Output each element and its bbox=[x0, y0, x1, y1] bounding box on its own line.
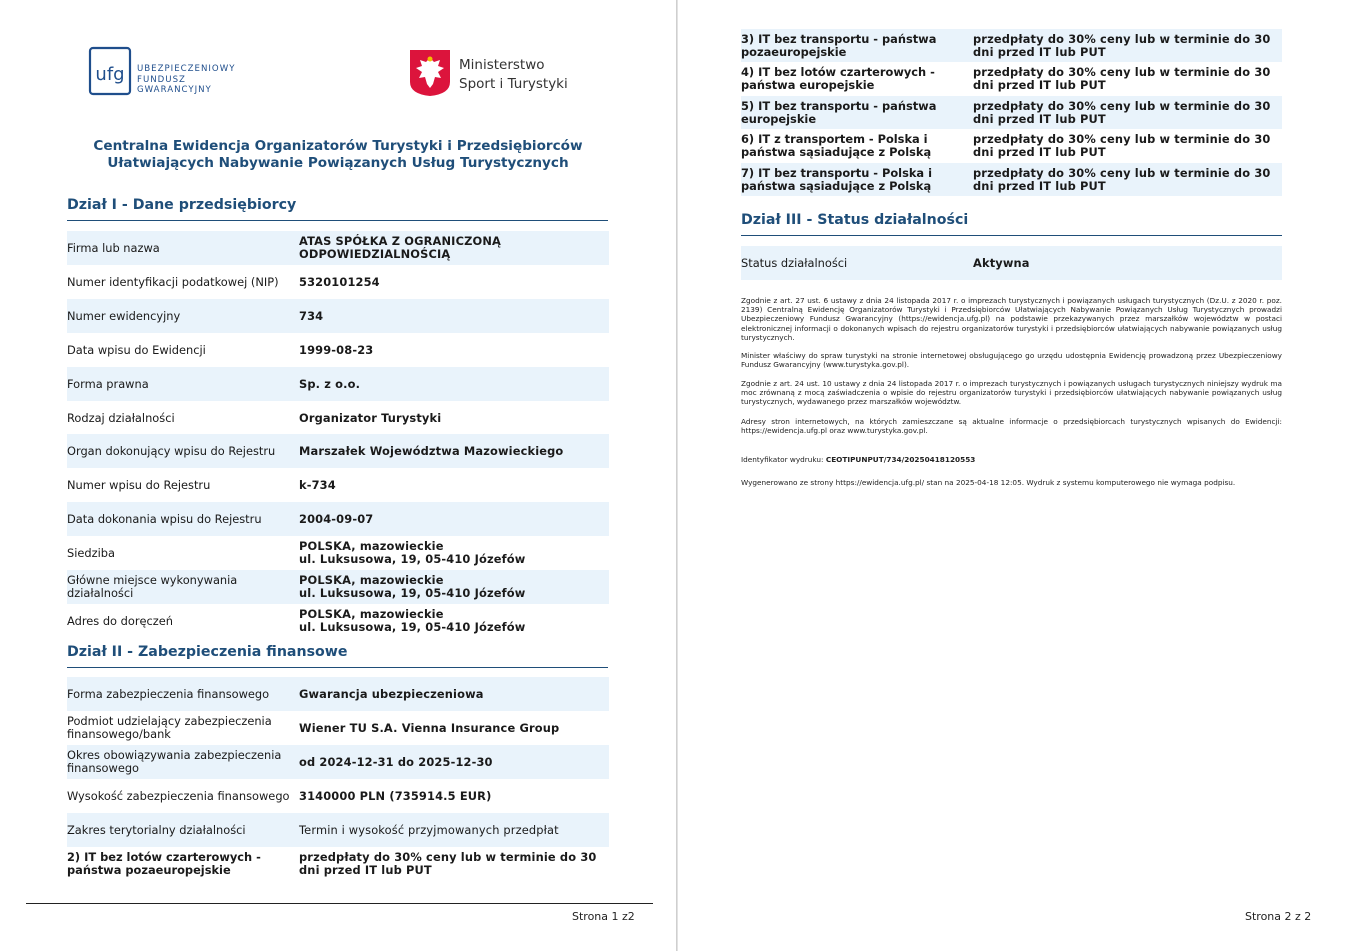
row-value: ATAS SPÓŁKA Z OGRANICZONĄ ODPOWIEDZIALNOŚCIĄ bbox=[299, 234, 501, 261]
page-number: Strona 2 z 2 bbox=[1245, 910, 1312, 923]
row-value: Wiener TU S.A. Vienna Insurance Group bbox=[299, 720, 560, 735]
table-row bbox=[67, 468, 609, 502]
svg-text:ufg: ufg bbox=[95, 64, 125, 85]
row-value: przedpłaty do 30% ceny lub w terminie do 30 dni przed IT lub PUT bbox=[973, 31, 1271, 59]
address-line-1: POLSKA, mazowieckie bbox=[299, 607, 444, 621]
row-label: Zakres terytorialny działalności bbox=[67, 822, 246, 837]
row-value bbox=[299, 608, 609, 634]
table-row bbox=[67, 434, 609, 468]
ufg-logo-text: UBEZPIECZENIOWY FUNDUSZ GWARANCYJNY bbox=[137, 64, 236, 96]
legal-paragraph-4: Adresy stron internetowych, na których zamieszczane są aktualne informacje o przedsiębiorcach turystycznych wpisanych do Ewidencji: https://ewidencja.ufg.pl oraz www.turystyka.gov.pl. bbox=[741, 417, 1282, 436]
section-1-heading: Dział I - Dane przedsiębiorcy bbox=[67, 197, 608, 221]
row-value: 5320101254 bbox=[299, 274, 380, 289]
document-title bbox=[70, 138, 606, 172]
print-identifier-value: CEOTIPUNPUT/734/20250418120553 bbox=[825, 455, 976, 464]
row-label: Data wpisu do Ewidencji bbox=[67, 342, 206, 357]
header-logos bbox=[88, 44, 588, 104]
table-row bbox=[741, 163, 1282, 196]
table-row bbox=[67, 847, 609, 881]
legal-paragraph-3: Zgodnie z art. 24 ust. 10 ustawy z dnia 24 listopada 2017 r. o imprezach turystycznych i powiązanych usługach turystycznych niniejszy wydruk ma moc zrównaną z mocą zaświadczenia o wpisie do rejestru organizatorów turystyki i przedsiębiorców ułatwiających nabywanie powiązanych usług turystycznych, wydawanego przez marszałków województw. bbox=[741, 379, 1282, 407]
table-row bbox=[67, 570, 609, 604]
row-label: Siedziba bbox=[67, 545, 115, 560]
row-value: 1999-08-23 bbox=[299, 342, 374, 357]
row-label: Data dokonania wpisu do Rejestru bbox=[67, 511, 262, 526]
row-value: przedpłaty do 30% ceny lub w terminie do 30 dni przed IT lub PUT bbox=[973, 132, 1271, 159]
table-row bbox=[741, 62, 1282, 96]
row-label: 4) IT bez lotów czarterowych - państwa europejskie bbox=[741, 65, 935, 92]
print-identifier-label: Identyfikator wydruku: bbox=[741, 455, 824, 464]
address-line-2: ul. Luksusowa, 19, 05-410 Józefów bbox=[299, 620, 526, 634]
ministry-logo bbox=[408, 48, 588, 100]
eagle-emblem-icon bbox=[408, 48, 452, 98]
ufg-logo bbox=[88, 46, 248, 98]
row-value: 3140000 PLN (735914.5 EUR) bbox=[299, 788, 492, 803]
row-value bbox=[299, 574, 609, 600]
table-row bbox=[67, 265, 609, 299]
row-label: Firma lub nazwa bbox=[67, 240, 160, 255]
table-row bbox=[67, 711, 609, 745]
table-row bbox=[67, 813, 609, 847]
row-value: Marszałek Województwa Mazowieckiego bbox=[299, 443, 564, 458]
generated-note: Wygenerowano ze strony https://ewidencja.ufg.pl/ stan na 2025-04-18 12:05. Wydruk z systemu komputerowego nie wymaga podpisu. bbox=[741, 478, 1236, 487]
row-label: Okres obowiązywania zabezpieczenia finansowego bbox=[67, 748, 282, 775]
row-label: Numer identyfikacji podatkowej (NIP) bbox=[67, 274, 279, 289]
row-label: Forma zabezpieczenia finansowego bbox=[67, 686, 270, 701]
title-line-1: Centralna Ewidencja Organizatorów Turystyki i Przedsiębiorców bbox=[93, 138, 583, 154]
row-label: 5) IT bez transportu - państwa europejskie bbox=[741, 98, 937, 126]
row-value: 2004-09-07 bbox=[299, 511, 374, 526]
table-row bbox=[67, 401, 609, 435]
ufg-logo-icon bbox=[88, 46, 136, 96]
table-row bbox=[67, 333, 609, 367]
row-label: Numer wpisu do Rejestru bbox=[67, 477, 211, 492]
table-row bbox=[67, 779, 609, 813]
table-row bbox=[67, 677, 609, 711]
table-row bbox=[67, 502, 609, 536]
footer-divider bbox=[26, 903, 653, 904]
table-row bbox=[741, 246, 1282, 280]
row-label: Podmiot udzielający zabezpieczenia finansowego/bank bbox=[67, 714, 272, 741]
row-label: 2) IT bez lotów czarterowych - państwa pozaeuropejskie bbox=[67, 850, 261, 877]
row-label: Rodzaj działalności bbox=[67, 410, 175, 425]
row-label: 7) IT bez transportu - Polska i państwa sąsiadujące z Polską bbox=[741, 165, 932, 193]
title-line-2: Ułatwiających Nabywanie Powiązanych Usług Turystycznych bbox=[107, 155, 569, 171]
row-value bbox=[299, 540, 609, 566]
row-value: k-734 bbox=[299, 477, 336, 492]
legal-paragraph-1: Zgodnie z art. 27 ust. 6 ustawy z dnia 24 listopada 2017 r. o imprezach turystycznych i powiązanych usługach turystycznych (Dz.U. z 2020 r. poz. 2139) Centralną Ewidencję Organizatorów Turystyki i Przedsiębiorców Ułatwiających Nabywanie Powiązanych Usług Turystycznych prowadzi Ubezpieczeniowy Fundusz Gwarancyjny (https://ewidencja.ufg.pl) na podstawie przekazywanych przez marszałków województw w postaci elektronicznej informacji o dokonanych wpisach do rejestru organizatorów turystyki i przedsiębiorców ułatwiających nabywanie powiązanych usług turystycznych. bbox=[741, 296, 1282, 342]
page-number: Strona 1 z2 bbox=[572, 910, 635, 923]
table-row bbox=[741, 129, 1282, 163]
print-identifier bbox=[741, 455, 1282, 464]
row-label: Wysokość zabezpieczenia finansowego bbox=[67, 788, 290, 803]
row-value: Sp. z o.o. bbox=[299, 376, 361, 391]
table-row bbox=[67, 536, 609, 570]
table-row bbox=[741, 96, 1282, 129]
document-page-2 bbox=[677, 0, 1350, 951]
row-label: Status działalności bbox=[741, 255, 848, 270]
table-row bbox=[67, 231, 609, 265]
row-value: Gwarancja ubezpieczeniowa bbox=[299, 686, 484, 701]
row-value: Termin i wysokość przyjmowanych przedpłat bbox=[299, 822, 559, 837]
row-value: 734 bbox=[299, 308, 324, 323]
table-row bbox=[67, 299, 609, 333]
address-line-2: ul. Luksusowa, 19, 05-410 Józefów bbox=[299, 552, 526, 566]
legal-paragraph-2: Minister właściwy do spraw turystyki na stronie internetowej obsługującego go urzędu udostępnia Ewidencję prowadzoną przez Ubezpieczeniowy Fundusz Gwarancyjny (www.turystyka.gov.pl). bbox=[741, 351, 1282, 370]
table-row bbox=[67, 604, 609, 638]
row-label: Organ dokonujący wpisu do Rejestru bbox=[67, 443, 276, 458]
address-line-2: ul. Luksusowa, 19, 05-410 Józefów bbox=[299, 586, 526, 600]
ministry-name: Ministerstwo Sport i Turystyki bbox=[459, 57, 568, 92]
row-label: Numer ewidencyjny bbox=[67, 308, 181, 323]
row-value: przedpłaty do 30% ceny lub w terminie do 30 dni przed IT lub PUT bbox=[973, 65, 1271, 92]
row-value: przedpłaty do 30% ceny lub w terminie do 30 dni przed IT lub PUT bbox=[973, 98, 1271, 126]
address-line-1: POLSKA, mazowieckie bbox=[299, 539, 444, 553]
row-value: przedpłaty do 30% ceny lub w terminie do 30 dni przed IT lub PUT bbox=[973, 165, 1271, 193]
row-label: 3) IT bez transportu - państwa pozaeuropejskie bbox=[741, 31, 937, 59]
row-label: 6) IT z transportem - Polska i państwa sąsiadujące z Polską bbox=[741, 132, 932, 159]
row-label: Adres do doręczeń bbox=[67, 613, 173, 628]
table-row bbox=[67, 745, 609, 779]
row-label: Forma prawna bbox=[67, 376, 149, 391]
table-row bbox=[741, 29, 1282, 62]
row-value: przedpłaty do 30% ceny lub w terminie do 30 dni przed IT lub PUT bbox=[299, 850, 597, 877]
table-row bbox=[67, 367, 609, 401]
row-value: Organizator Turystyki bbox=[299, 410, 442, 425]
row-value: od 2024-12-31 do 2025-12-30 bbox=[299, 754, 493, 769]
section-3-heading: Dział III - Status działalności bbox=[741, 212, 1282, 236]
address-line-1: POLSKA, mazowieckie bbox=[299, 573, 444, 587]
section-2-heading: Dział II - Zabezpieczenia finansowe bbox=[67, 644, 608, 668]
row-label: Główne miejsce wykonywania działalności bbox=[67, 573, 238, 600]
status-value: Aktywna bbox=[973, 255, 1030, 270]
